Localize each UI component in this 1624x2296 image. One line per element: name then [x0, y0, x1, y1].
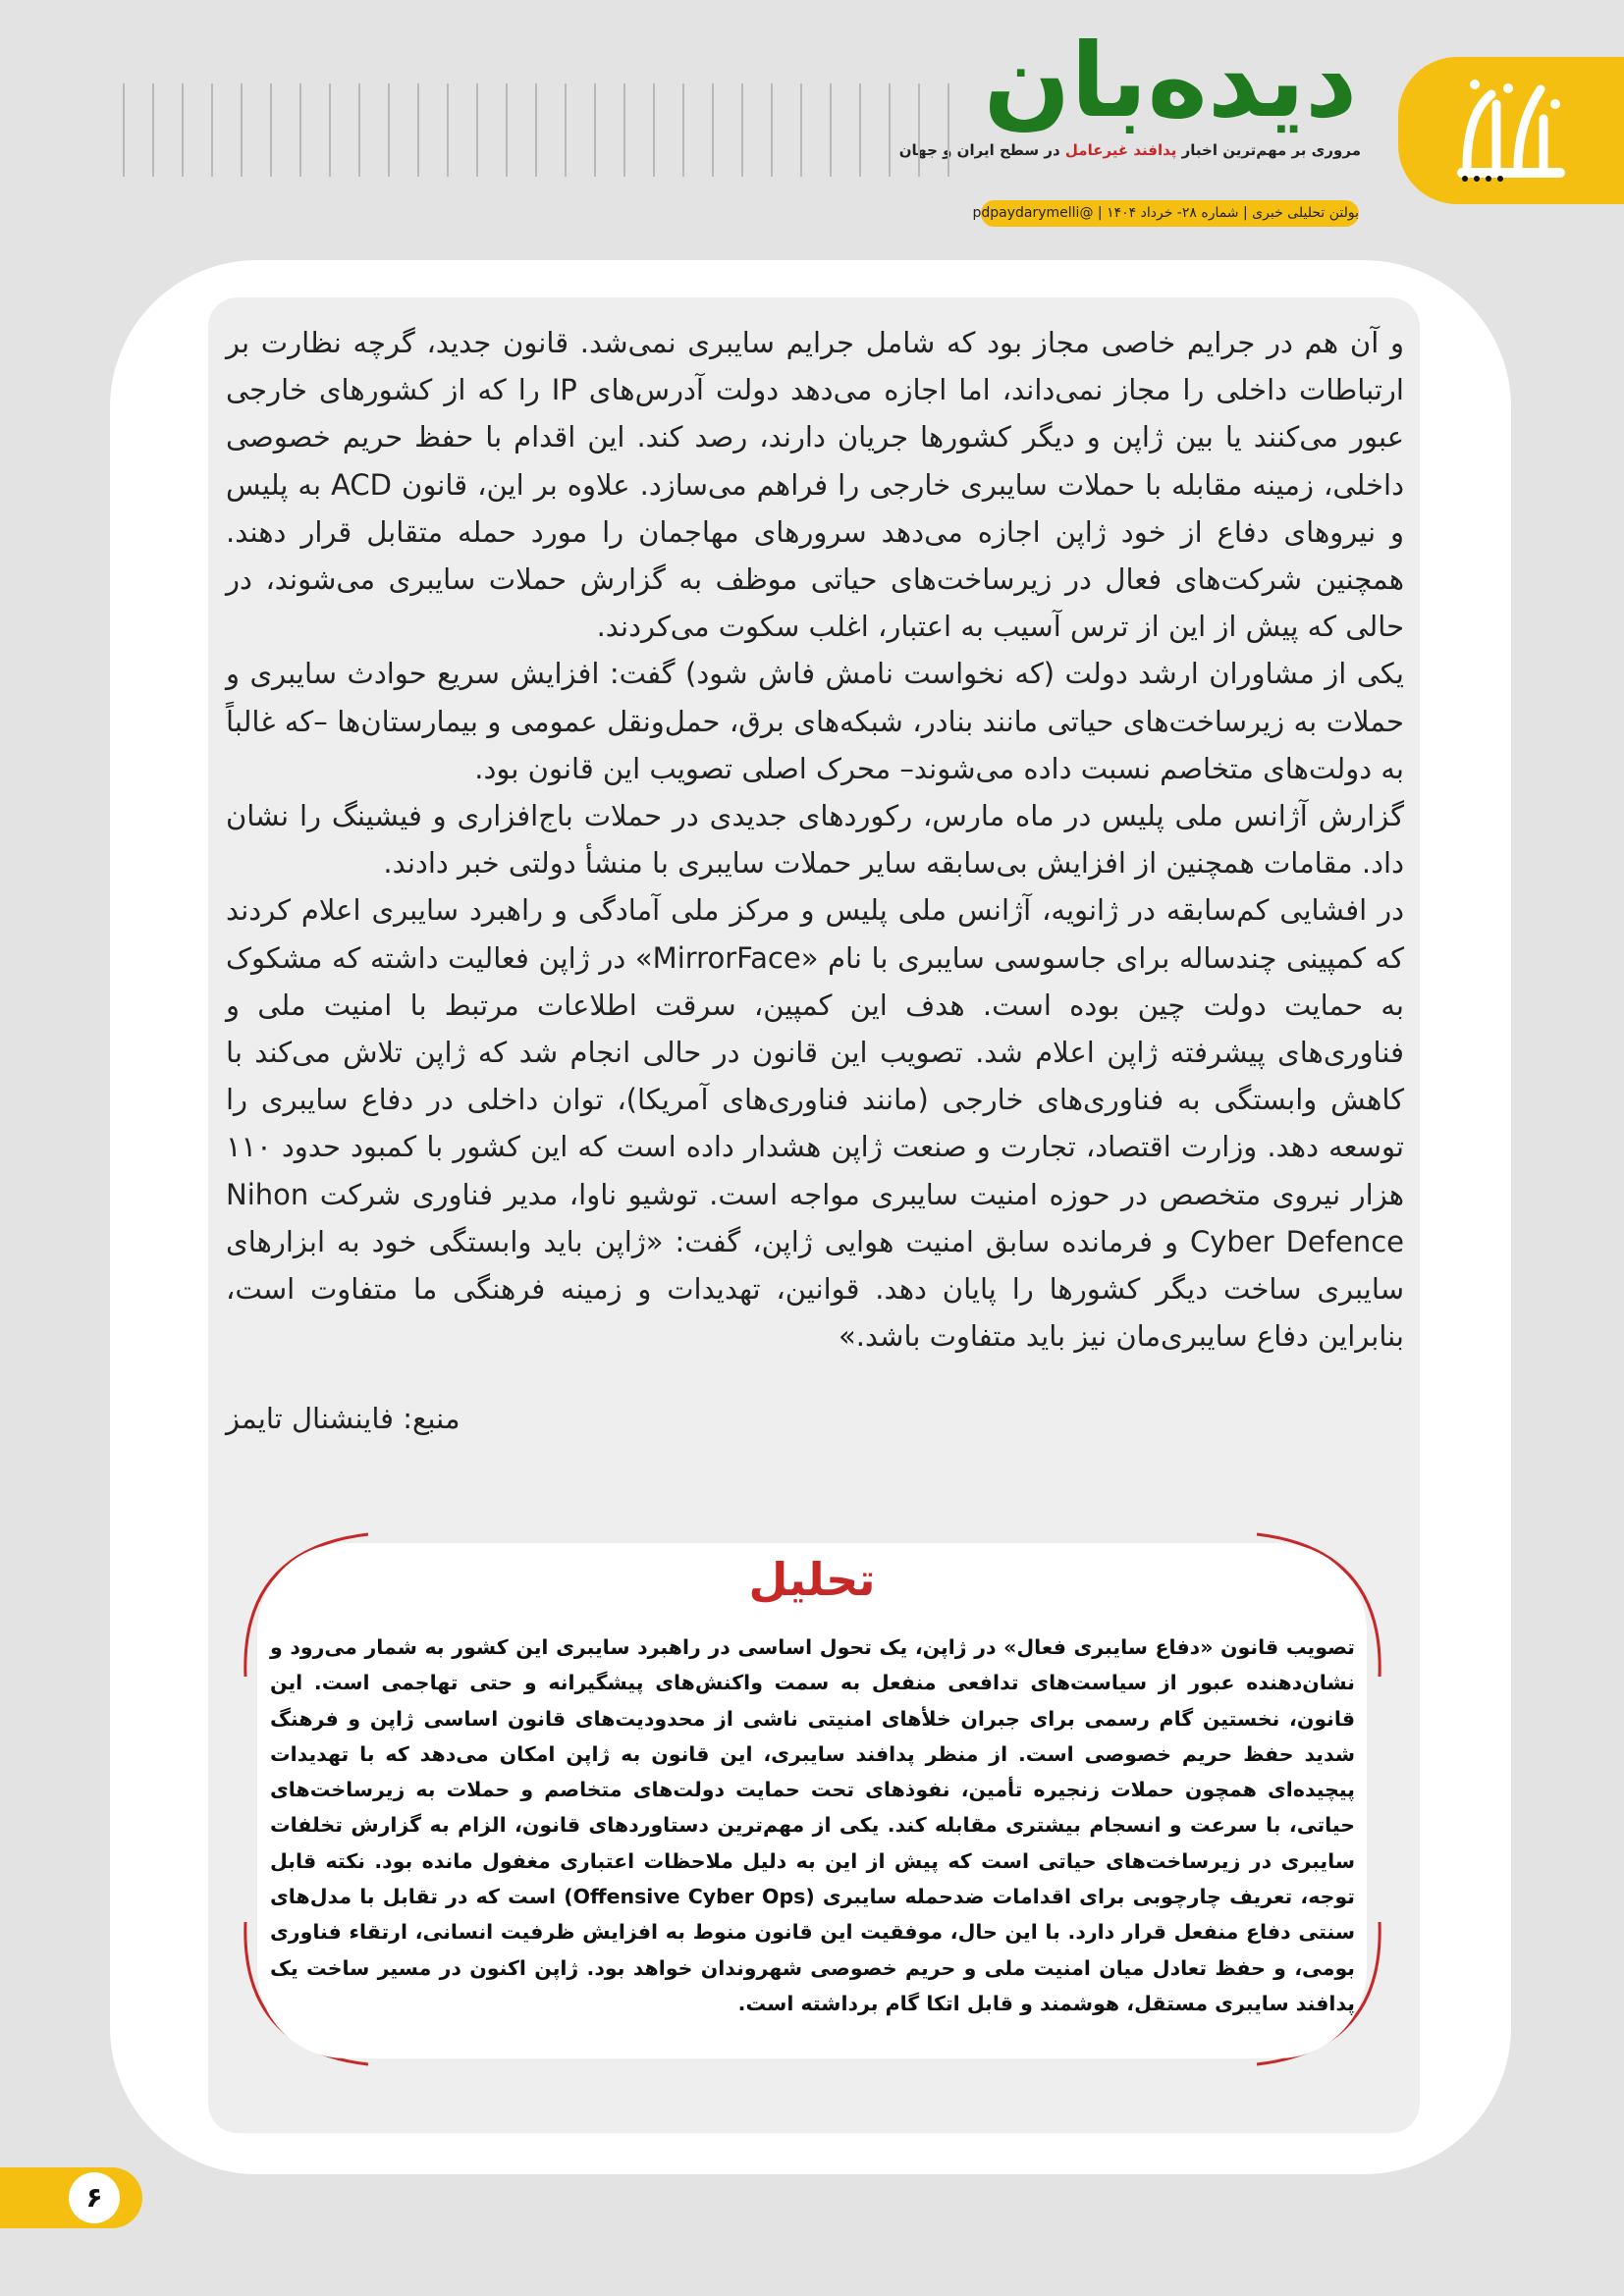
tagline-part1: مروری بر مهم‌ترین اخبار	[1176, 141, 1361, 159]
masthead	[898, 21, 1367, 221]
article-paragraph: گزارش آژانس ملی پلیس در ماه مارس، رکوردهای جدیدی در حملات باج‌افزاری و فیشینگ را نشان داد. مقامات همچنین از افزایش بی‌سابقه سایر حملات سایبری با منشأ دولتی خبر دادند.	[226, 799, 1404, 881]
decorative-stripes	[116, 83, 970, 177]
tagline-highlight: پدافند غیرعامل	[1064, 141, 1177, 159]
brand-tagline	[898, 141, 1361, 159]
source-text: منبع: فاینشنال تایمز	[226, 1402, 460, 1435]
analysis-title: تحلیل	[748, 1553, 876, 1606]
tagline-part2: در سطح ایران و جهان	[898, 141, 1065, 159]
paydari-melli-logo-icon	[1447, 75, 1575, 183]
issue-info-strip: بولتن تحلیلی خبری | شماره ۲۸- خرداد ۱۴۰۴ | @pdpaydarymelli	[981, 200, 1359, 227]
article-paragraph: و آن هم در جرایم خاصی مجاز بود که شامل جرایم سایبری نمی‌شد. قانون جدید، گرچه نظارت بر ارتباطات داخلی را مجاز نمی‌داند، اما اجازه می‌دهد دولت آدرس‌های IP را که از کشورهای خارجی عبور می‌کنند یا بین ژاپن و دیگر کشورها جریان دارند، رصد کند. این اقدام با حفظ حریم خصوصی داخلی، زمینه مقابله با حملات سایبری خارجی را فراهم می‌سازد. علاوه بر این، قانون ACD به پلیس و نیروهای دفاع از خود ژاپن اجازه می‌دهد سرورهای مهاجمان را مورد حمله متقابل قرار دهند. همچنین شرکت‌های فعال در زیرساخت‌های حیاتی موظف به گزارش حملات سایبری می‌شوند، در حالی که پیش از این از ترس آسیب به اعتبار، اغلب سکوت می‌کردند.	[226, 326, 1405, 644]
article-paragraph: در افشایی کم‌سابقه در ژانویه، آژانس ملی پلیس و مرکز ملی آمادگی و راهبرد سایبری اعلام کردند که کمپینی چندساله برای جاسوسی سایبری با نام «MirrorFace» در ژاپن فعالیت داشته که مشکوک به حمایت دولت چین بوده است. هدف این کمپین، سرقت اطلاعات مرتبط با امنیت ملی و فناوری‌های پیشرفته ژاپن اعلام شد. تصویب این قانون در حالی انجام شد که ژاپن تلاش می‌کند با کاهش وابستگی به فناوری‌های خارجی (مانند فناوری‌های آمریکا)، توان داخلی در دفاع سایبری را توسعه دهد. وزارت اقتصاد، تجارت و صنعت ژاپن هشدار داده است که این کشور با کمبود حدود ۱۱۰ هزار نیروی متخصص در حوزه امنیت سایبری مواجه است. توشیو ناوا، مدیر فناوری شرکت Nihon Cyber Defence و فرمانده سابق امنیت هوایی ژاپن، گفت: «ژاپن باید وابستگی خود به ابزارهای سایبری ساخت دیگر کشورها را پایان دهد. قوانین، تهدیدات و زمینه فرهنگی ما متفاوت است، بنابراین دفاع سایبری‌مان نیز باید متفاوت باشد.»	[226, 893, 1404, 1354]
article-body	[226, 319, 1404, 1360]
brand-title: دیده‌بان	[983, 21, 1358, 140]
publisher-logo	[1398, 57, 1624, 204]
page-number: ۶	[69, 2172, 120, 2223]
article-source	[226, 1402, 1404, 1435]
article-paragraph: یکی از مشاوران ارشد دولت (که نخواست نامش فاش شود) گفت: افزایش سریع حوادث سایبری و حملات به زیرساخت‌های حیاتی مانند بنادر، شبکه‌های برق، حمل‌ونقل عمومی و بیمارستان‌ها –که غالباً به دولت‌های متخاصم نسبت داده می‌شوند– محرک اصلی تصویب این قانون بود.	[226, 657, 1404, 785]
analysis-body: تصویب قانون «دفاع سایبری فعال» در ژاپن، یک تحول اساسی در راهبرد سایبری این کشور به شمار می‌رود و نشان‌دهنده عبور از سیاست‌های تدافعی منفعل به سمت واکنش‌های پیشگیرانه و حتی تهاجمی است. این قانون، نخستین گام رسمی برای جبران خلأهای امنیتی ناشی از محدودیت‌های قانون اساسی ژاپن و فرهنگ شدید حفظ حریم خصوصی است. از منظر پدافند سایبری، این قانون به ژاپن امکان می‌دهد که با تهدیدات پیچیده‌ای همچون حملات زنجیره تأمین، نفوذهای تحت حمایت دولت‌های متخاصم و حملات به زیرساخت‌های حیاتی، با سرعت و انسجام بیشتری مقابله کند. یکی از مهم‌ترین دستاوردهای قانون، الزام به گزارش تخلفات سایبری در زیرساخت‌های حیاتی است که پیش از این به دلیل ملاحظات اعتباری مغفول مانده بود. نکته قابل توجه، تعریف چارچوبی برای اقدامات ضدحمله سایبری (Offensive Cyber Ops) است که در تقابل با مدل‌های سنتی دفاع منفعل قرار دارد. با این حال، موفقیت این قانون منوط به افزایش ظرفیت انسانی، ارتقاء فناوری بومی، و حفظ تعادل میان امنیت ملی و حریم خصوصی شهروندان خواهد بود. ژاپن اکنون در مسیر ساخت یک پدافند سایبری مستقل، هوشمند و قابل اتکا گام برداشته است.	[270, 1635, 1355, 2015]
